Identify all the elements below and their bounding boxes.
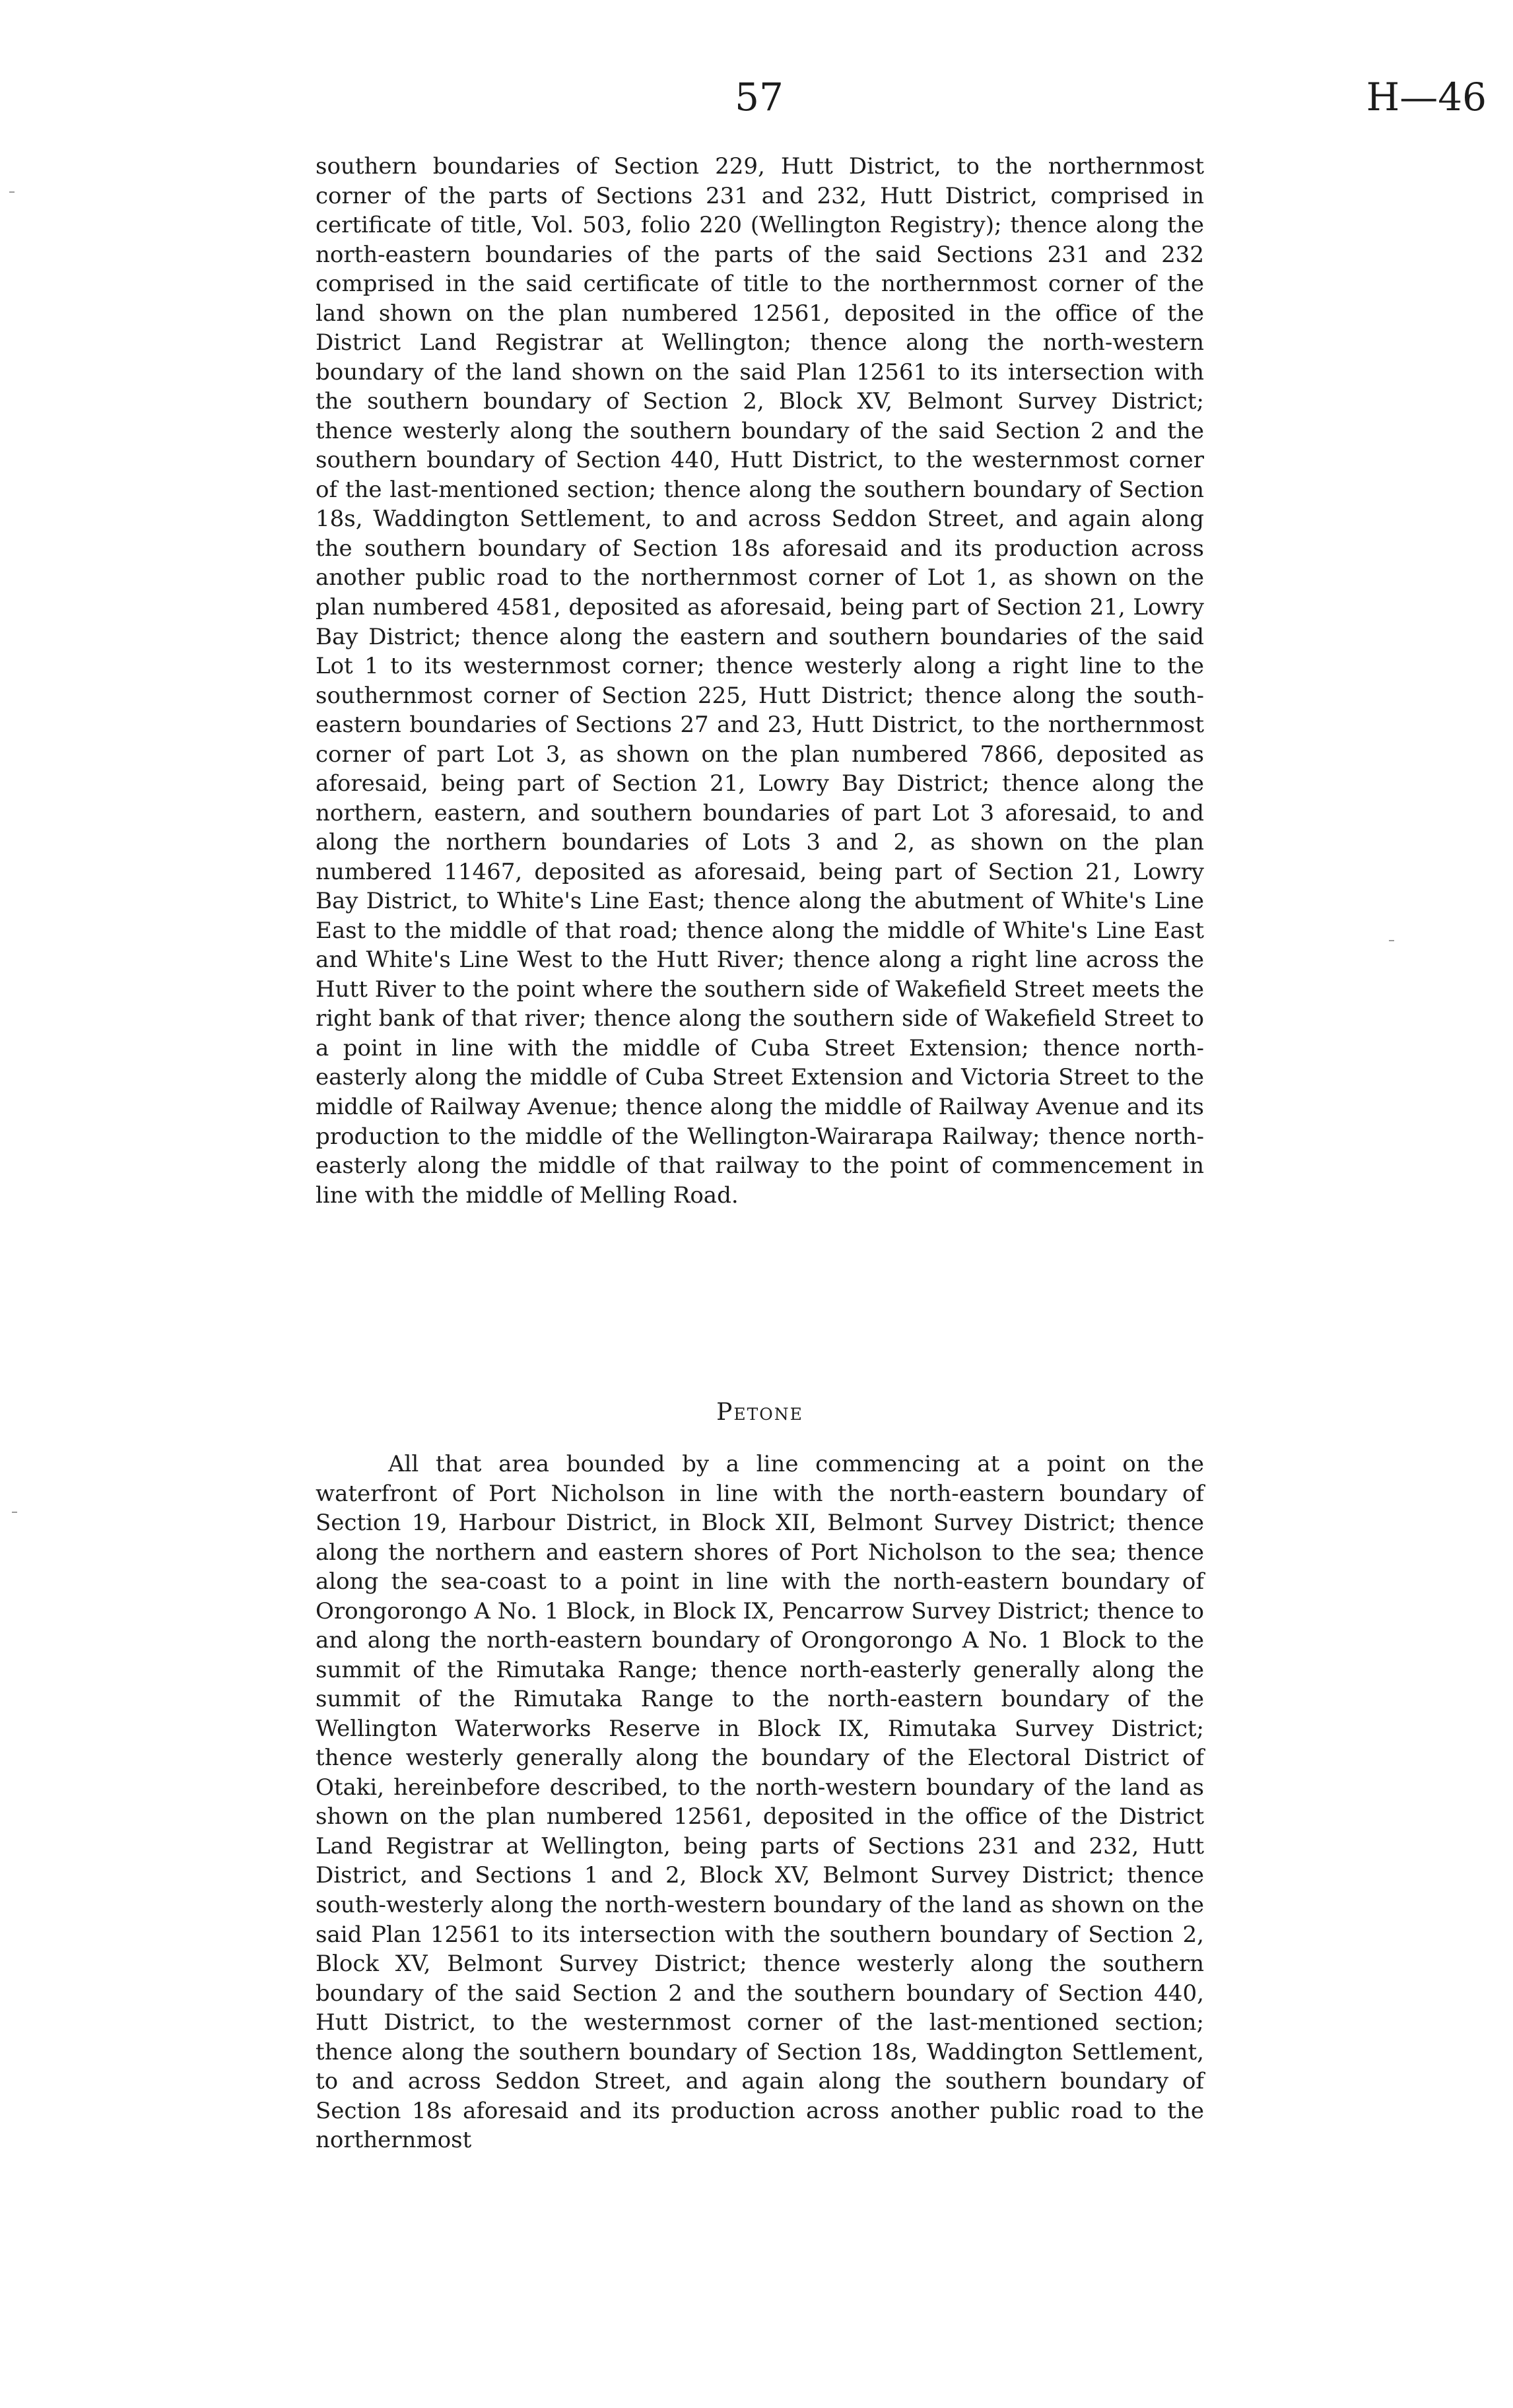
margin-mark — [12, 1512, 17, 1513]
margin-mark — [9, 191, 15, 193]
continuation-block — [316, 152, 1204, 1210]
section-heading-petone: Petone — [716, 1399, 803, 1426]
margin-mark — [1389, 940, 1394, 941]
petone-section-block — [316, 1450, 1204, 2155]
paper-reference: H—46 — [1366, 75, 1487, 119]
continuation-paragraph: southern boundaries of Section 229, Hutt District, to the northernmost corner of the parts of Sections 231 and 232, Hutt District, comprised in certificate of title, Vol. 503, folio 220 (Wellington Registry); thence along the north-eastern boundaries of the parts of the said Sections 231 and 232 comprised in the said certificate of title to the northernmost corner of the land shown on the plan numbered 12561, deposited in the office of the District Land Registrar at Wellington; thence along the north-western boundary of the land shown on the said Plan 12561 to its intersection with the southern boundary of Section 2, Block XV, Belmont Survey District; thence westerly along the southern boundary of the said Section 2 and the southern boundary of Section 440, Hutt District, to the westernmost corner of the last-mentioned section; thence along the southern boundary of Section 18s, Waddington Settlement, to and across Seddon Street, and again along the southern boundary of Section 18s aforesaid and its production across another public road to the northernmost corner of Lot 1, as shown on the plan numbered 4581, deposited as aforesaid, being part of Section 21, Lowry Bay District; thence along the eastern and southern boundaries of the said Lot 1 to its westernmost corner; thence westerly along a right line to the southernmost corner of Section 225, Hutt District; thence along the south-eastern boundaries of Sections 27 and 23, Hutt District, to the northernmost corner of part Lot 3, as shown on the plan numbered 7866, deposited as aforesaid, being part of Section 21, Lowry Bay District; thence along the northern, eastern, and southern boundaries of part Lot 3 aforesaid, to and along the northern boundaries of Lots 3 and 2, as shown on the plan numbered 11467, deposited as aforesaid, being part of Section 21, Lowry Bay District, to White's Line East; thence along the abutment of White's Line East to the middle of that road; thence along the middle of White's Line East and White's Line West to the Hutt River; thence along a right line across the Hutt River to the point where the southern side of Wakefield Street meets the right bank of that river; thence along the southern side of Wakefield Street to a point in line with the middle of Cuba Street Extension; thence north-easterly along the middle of Cuba Street Extension and Victoria Street to the middle of Railway Avenue; thence along the middle of Railway Avenue and its production to the middle of the Wellington-Wairarapa Railway; thence north-easterly along the middle of that railway to the point of commencement in line with the middle of Melling Road. — [316, 153, 1204, 1209]
petone-paragraph: All that area bounded by a line commencing at a point on the waterfront of Port Nicholson in line with the north-eastern boundary of Section 19, Harbour District, in Block XII, Belmont Survey District; thence along the northern and eastern shores of Port Nicholson to the sea; thence along the sea-coast to a point in line with the north-eastern boundary of Orongorongo A No. 1 Block, in Block IX, Pencarrow Survey District; thence to and along the north-eastern boundary of Orongorongo A No. 1 Block to the summit of the Rimutaka Range; thence north-easterly generally along the summit of the Rimutaka Range to the north-eastern boundary of the Wellington Waterworks Reserve in Block IX, Rimutaka Survey District; thence westerly generally along the boundary of the Electoral District of Otaki, hereinbefore described, to the north-western boundary of the land as shown on the plan numbered 12561, deposited in the office of the District Land Registrar at Wellington, being parts of Sections 231 and 232, Hutt District, and Sections 1 and 2, Block XV, Belmont Survey District; thence south-westerly along the north-western boundary of the land as shown on the said Plan 12561 to its intersection with the southern boundary of Section 2, Block XV, Belmont Survey District; thence westerly along the southern boundary of the said Section 2 and the southern boundary of Section 440, Hutt District, to the westernmost corner of the last-mentioned section; thence along the southern boundary of Section 18s, Waddington Settlement, to and across Seddon Street, and again along the southern boundary of Section 18s aforesaid and its production across another public road to the northernmost — [316, 1451, 1205, 2154]
page-number: 57 — [735, 75, 784, 119]
